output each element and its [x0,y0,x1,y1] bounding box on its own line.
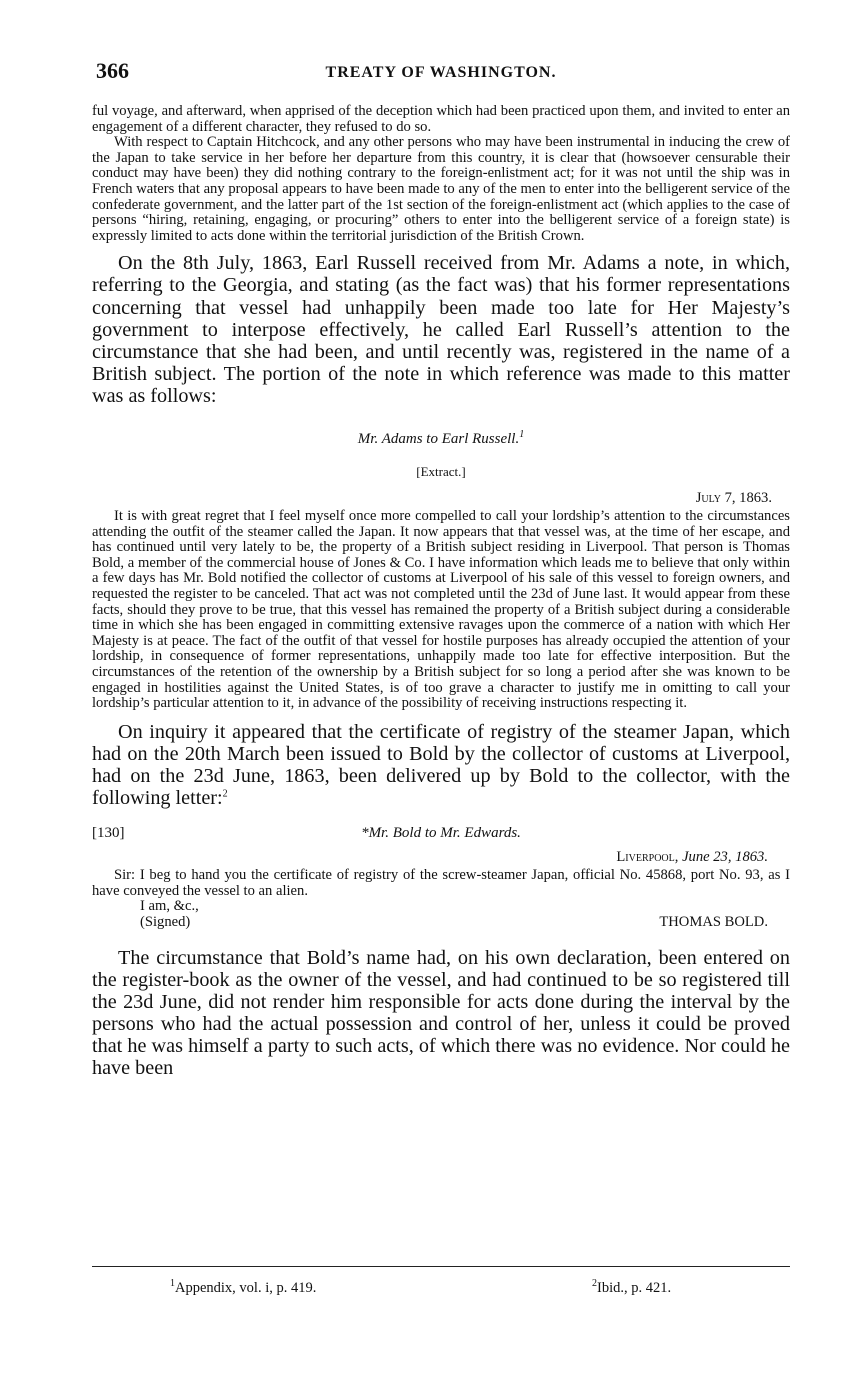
signature: THOMAS BOLD. [659,913,768,930]
footnote-ref-1: 1 [519,429,525,440]
letter1-title: Mr. Adams to Earl Russell.$^1$ [357,429,525,447]
letter1-body: It is with great regret that I feel myself once more compelled to call your lordship’s attention to the circumstances attending the outfit of the steamer called the Japan. It now appears that that vessel was, at the time of her escape, and has continued until very lately to be, the property of a British subject residing in Liverpool. That person is Thomas Bold, a member of the commercial house of Jones & Co. I have information which leads me to believe that only within a few days has Mr. Bold notified the collector of customs at Liverpool of his sale of this vessel to foreign owners, and requested the register to be canceled. That act was not completed until the 23d of June last. It would appear from these facts, should they prove to be true, that this vessel has remained the property of a British subject during a considerable time in which she has been engaged in committing extensive ravages upon the commerce of a nation with which Her Majesty is at peace. The fact of the outfit of that vessel for hostile purposes has already occupied the attention of your lordship, in consequence of former representations, unhappily made too late for effective interposition. But the circumstances of the retention of the ownership by a British subject for so long a period after she was known to be engaged in hostilities against the United States, is of too grave a character to justify me in omitting to call your lordship’s particular attention to it, in advance of the possibility of receiving instructions respecting it. [92,508,790,712]
letter2-body: Sir: I beg to hand you the certificate of registry of the screw-steamer Japan, official No. 45868, port No. 93, as I have conveyed the vessel to an alien. [92,867,790,899]
running-title: TREATY OF WASHINGTON. [325,64,557,81]
paragraph-continuation: ful voyage, and afterward, when apprised of the deception which had been practiced upon them, and invited to enter an engagement of a different character, they refused to do so. [92,103,790,135]
letter2-signature-row [92,915,790,931]
footnote-rule [92,1266,790,1267]
paragraph-adams-note: On the 8th July, 1863, Earl Russell received from Mr. Adams a note, in which, referring to the Georgia, and stating (as the fact was) that his former representations concerning that vessel had unhappily been made too late for Her Majesty’s government to interpose effectively, he called Earl Russell’s attention to the circumstance that she had been, and until recently was, registered in the name of a British subject. The portion of the note in which reference was made to this matter was as follows: [92,252,790,407]
letter2-dateline: Liverpool, June 23, 1863. [616,849,768,866]
signed-label: (Signed) [140,913,191,930]
letter2-closing: I am, &c., [140,898,199,915]
letter1-extract-label: [Extract.] [416,464,466,479]
paragraph-hitchcock: With respect to Captain Hitchcock, and any other persons who may have been instrumental in inducing the crew of the Japan to take service in her before her departure from this country, it is clear that (howsoever censurable their conduct may have been) they did nothing contrary to the foreign-enlistment act; for it was not until the ship was in French waters that any proposal appears to have been made to any of the men to enter into the belligerent service of the confederate government, and the latter part of the 1st section of the foreign-enlistment act (which applies to the case of persons “hiring, retaining, engaging, or procuring” others to enter into the belligerent service of a foreign state) is expressly limited to acts done within the territorial jurisdiction of the British Crown. [92,134,790,244]
paragraph-inquiry: On inquiry it appeared that the certificate of registry of the steamer Japan, which had on the 20th March been issued to Bold by the collector of customs at Liverpool, had on the 23d June, 1863, been delivered up by Bold to the collector, with the following letter:$^2$ [92,720,790,809]
letter2-title: *Mr. Bold to Mr. Edwards. [361,825,521,842]
page-header [92,58,790,86]
footnote-1: $^1$Appendix, vol. i, p. 419. [170,1278,317,1296]
letter1-date: July 7, 1863. [695,490,772,506]
page-number: 366 [96,58,129,83]
page [92,58,790,1079]
paragraph-bold-registry: The circumstance that Bold’s name had, on his own declaration, been entered on the register-book as the owner of the vessel, and had continued to be so registered till the 23d June, did not render him responsible for acts done during the interval by the persons who had the actual possession and control of her, unless it could be proved that he was himself a party to such acts, of which there was no evidence. Nor could he have been [92,946,790,1080]
letter2-heading [92,825,790,847]
page-reference: [130] [92,825,125,842]
footnote-ref-2: 2 [222,788,228,800]
footnote-2: $^2$Ibid., p. 421. [592,1278,672,1296]
